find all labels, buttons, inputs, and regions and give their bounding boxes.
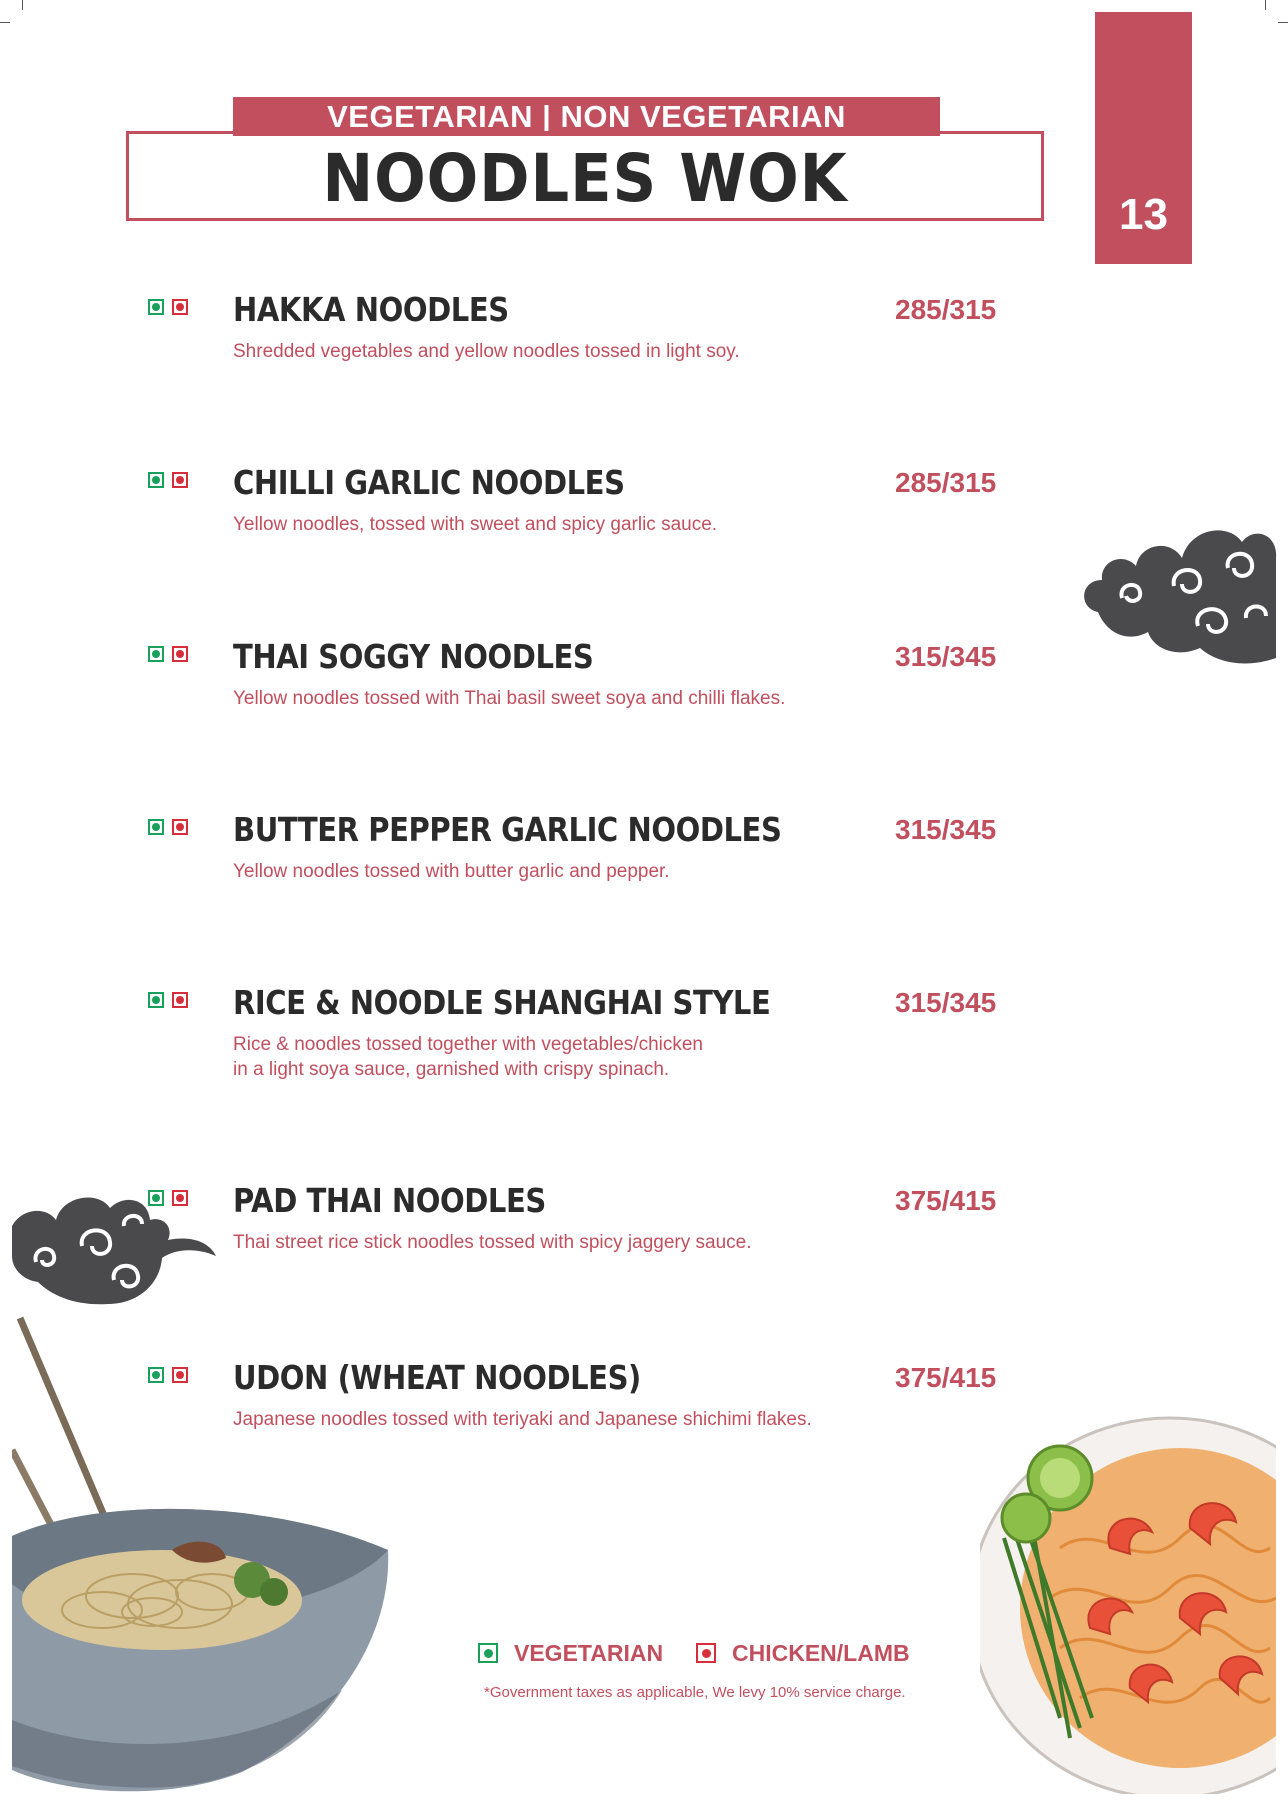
legend-nonveg-label: CHICKEN/LAMB xyxy=(732,1640,910,1666)
item-name: BUTTER PEPPER GARLIC NOODLES xyxy=(233,810,782,849)
item-price: 315/345 xyxy=(895,814,997,845)
tax-footnote: *Government taxes as applicable, We levy 10% service charge. xyxy=(484,1684,906,1701)
title-box xyxy=(126,131,1044,221)
item-name: UDON (WHEAT NOODLES) xyxy=(233,1358,641,1397)
nonveg-marker-icon xyxy=(172,646,188,662)
crop-mark xyxy=(22,0,23,10)
nonveg-marker-icon xyxy=(696,1643,716,1663)
veg-marker-icon xyxy=(148,819,164,835)
diet-markers xyxy=(148,819,188,835)
nonveg-marker-icon xyxy=(172,299,188,315)
cloud-swirl-icon xyxy=(12,1186,218,1308)
legend-veg-label: VEGETARIAN xyxy=(514,1640,664,1666)
diet-markers xyxy=(148,646,188,662)
item-name: PAD THAI NOODLES xyxy=(233,1181,546,1220)
page-title: NOODLES WOK xyxy=(322,140,848,217)
section-subtitle: VEGETARIAN | NON VEGETARIAN xyxy=(233,97,940,136)
item-description: Thai street rice stick noodles tossed with spicy jaggery sauce. xyxy=(233,1232,752,1253)
legend-veg xyxy=(478,1638,663,1668)
item-description: Yellow noodles tossed with Thai basil sweet soya and chilli flakes. xyxy=(233,688,786,709)
item-description: Yellow noodles, tossed with sweet and spicy garlic sauce. xyxy=(233,514,718,535)
veg-marker-icon xyxy=(148,472,164,488)
item-description: Japanese noodles tossed with teriyaki and Japanese shichimi flakes. xyxy=(233,1409,812,1430)
nonveg-marker-icon xyxy=(172,992,188,1008)
item-description: Shredded vegetables and yellow noodles tossed in light soy. xyxy=(233,341,740,362)
diet-markers xyxy=(148,992,188,1008)
noodle-bowl-illustration xyxy=(12,1300,412,1792)
crop-mark xyxy=(0,22,10,23)
item-price: 315/345 xyxy=(895,641,997,672)
page-number: 13 xyxy=(1119,190,1168,239)
veg-marker-icon xyxy=(148,646,164,662)
veg-marker-icon xyxy=(148,299,164,315)
item-name: THAI SOGGY NOODLES xyxy=(233,637,594,676)
crop-mark xyxy=(1278,22,1288,23)
legend-nonveg xyxy=(696,1638,910,1668)
item-price: 315/345 xyxy=(895,987,997,1018)
item-price: 285/315 xyxy=(895,467,997,498)
nonveg-marker-icon xyxy=(172,472,188,488)
item-name: CHILLI GARLIC NOODLES xyxy=(233,463,625,502)
crop-mark xyxy=(1265,0,1266,10)
item-price: 285/315 xyxy=(895,294,997,325)
diet-markers xyxy=(148,299,188,315)
item-name: RICE & NOODLE SHANGHAI STYLE xyxy=(233,983,771,1022)
item-name: HAKKA NOODLES xyxy=(233,290,509,329)
page-number-tab xyxy=(1095,12,1192,264)
veg-marker-icon xyxy=(478,1643,498,1663)
item-price: 375/415 xyxy=(895,1185,997,1216)
item-description: Yellow noodles tossed with butter garlic and pepper. xyxy=(233,861,670,882)
cloud-swirl-icon xyxy=(1078,508,1278,664)
diet-markers xyxy=(148,472,188,488)
pad-thai-plate-illustration xyxy=(980,1398,1276,1794)
veg-marker-icon xyxy=(148,992,164,1008)
item-price: 375/415 xyxy=(895,1362,997,1393)
nonveg-marker-icon xyxy=(172,819,188,835)
item-description: Rice & noodles tossed together with vegetables/chicken in a light soya sauce, garnished with crispy spinach. xyxy=(233,1034,703,1080)
